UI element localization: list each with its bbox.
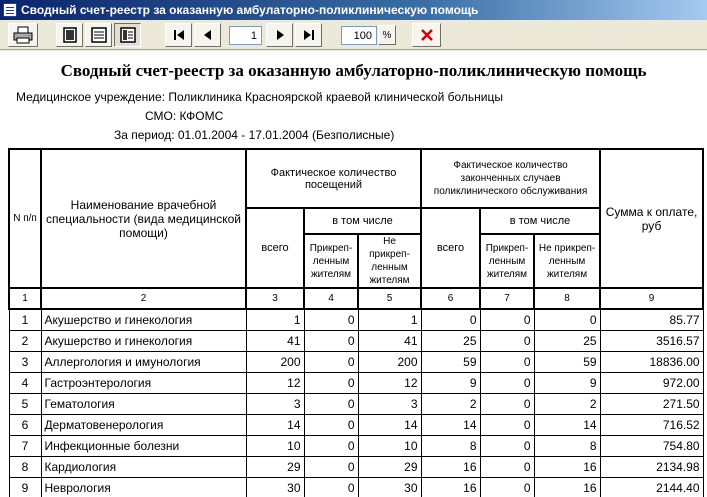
row-sum: 2134.98: [600, 456, 703, 477]
column-number: 1: [9, 288, 41, 309]
prev-page-icon: [202, 29, 214, 41]
row-cases-attached: 0: [480, 414, 534, 435]
row-cases-not-attached: 9: [534, 372, 600, 393]
row-number: 4: [9, 372, 41, 393]
row-cases-attached: 0: [480, 477, 534, 497]
row-number: 1: [9, 309, 41, 330]
table-row: [9, 351, 703, 372]
row-specialty: Дерматовенерология: [41, 414, 246, 435]
row-specialty: Гематология: [41, 393, 246, 414]
row-cases-not-attached: 2: [534, 393, 600, 414]
row-specialty: Инфекционные болезни: [41, 435, 246, 456]
row-cases-not-attached: 16: [534, 477, 600, 497]
header-cases: Фактическое количество законченных случаев поликлинического обслуживания: [421, 149, 600, 208]
header-specialty: Наименование врачебной специальности (вида медицинской помощи): [41, 149, 246, 288]
row-specialty: Акушерство и гинекология: [41, 330, 246, 351]
period-line: За период: 01.01.2004 - 17.01.2004 (Безполисные): [114, 128, 395, 142]
row-cases-total: 0: [421, 309, 480, 330]
row-cases-not-attached: 0: [534, 309, 600, 330]
column-number: 7: [480, 288, 534, 309]
window-title: Сводный счет-реестр за оказанную амбулаторно-поликлиническую помощь: [21, 3, 479, 17]
title-bar[interactable]: [0, 0, 707, 20]
row-visits-attached: 0: [304, 351, 358, 372]
row-sum: 271.50: [600, 393, 703, 414]
row-specialty: Кардиология: [41, 456, 246, 477]
header-visits-attached: Прикреп-ленным жителям: [304, 234, 358, 288]
print-button[interactable]: [8, 23, 38, 47]
window-icon: [3, 3, 17, 17]
row-sum: 18836.00: [600, 351, 703, 372]
header-cases-total: всего: [421, 208, 480, 288]
table-row: [9, 414, 703, 435]
print-icon: [13, 26, 33, 44]
row-visits-not-attached: 41: [358, 330, 421, 351]
next-page-icon: [274, 29, 286, 41]
row-visits-total: 200: [246, 351, 304, 372]
row-visits-attached: 0: [304, 435, 358, 456]
row-cases-attached: 0: [480, 330, 534, 351]
table-row: [9, 372, 703, 393]
row-cases-total: 25: [421, 330, 480, 351]
column-number: 9: [600, 288, 703, 309]
header-num: N п/п: [9, 149, 41, 288]
row-visits-attached: 0: [304, 372, 358, 393]
row-visits-total: 14: [246, 414, 304, 435]
row-cases-total: 2: [421, 393, 480, 414]
table-row: [9, 309, 703, 330]
row-visits-not-attached: 30: [358, 477, 421, 497]
row-visits-attached: 0: [304, 456, 358, 477]
register-table: [8, 148, 704, 497]
whole-page-icon: [91, 27, 107, 43]
row-visits-attached: 0: [304, 477, 358, 497]
row-visits-total: 41: [246, 330, 304, 351]
zoom-input[interactable]: 100: [341, 26, 377, 45]
header-visits-not-attached: Не прикреп-ленным жителям: [358, 234, 421, 288]
first-page-icon: [173, 29, 185, 41]
row-cases-total: 14: [421, 414, 480, 435]
row-cases-not-attached: 59: [534, 351, 600, 372]
row-number: 2: [9, 330, 41, 351]
row-visits-not-attached: 29: [358, 456, 421, 477]
row-cases-attached: 0: [480, 372, 534, 393]
row-sum: 754.80: [600, 435, 703, 456]
row-visits-not-attached: 14: [358, 414, 421, 435]
row-cases-total: 16: [421, 456, 480, 477]
header-cases-not-attached: Не прикреп-ленным жителям: [534, 234, 600, 288]
row-number: 3: [9, 351, 41, 372]
row-specialty: Аллергология и имунология: [41, 351, 246, 372]
prev-page-button[interactable]: [194, 23, 221, 47]
row-cases-attached: 0: [480, 309, 534, 330]
header-cases-attached: Прикреп-ленным жителям: [480, 234, 534, 288]
row-visits-total: 12: [246, 372, 304, 393]
row-number: 5: [9, 393, 41, 414]
single-page-view-button[interactable]: [56, 23, 83, 47]
table-row: [9, 456, 703, 477]
row-visits-total: 10: [246, 435, 304, 456]
header-sum: Сумма к оплате, руб: [600, 149, 703, 288]
row-sum: 2144.40: [600, 477, 703, 497]
row-visits-not-attached: 10: [358, 435, 421, 456]
row-visits-attached: 0: [304, 309, 358, 330]
row-visits-attached: 0: [304, 414, 358, 435]
row-cases-total: 16: [421, 477, 480, 497]
report-page: [0, 51, 707, 497]
row-visits-not-attached: 12: [358, 372, 421, 393]
table-row: [9, 393, 703, 414]
last-page-button[interactable]: [295, 23, 322, 47]
row-sum: 716.52: [600, 414, 703, 435]
row-cases-total: 59: [421, 351, 480, 372]
next-page-button[interactable]: [266, 23, 293, 47]
row-number: 9: [9, 477, 41, 497]
page-width-icon: [120, 27, 136, 43]
row-cases-attached: 0: [480, 351, 534, 372]
row-visits-total: 30: [246, 477, 304, 497]
row-specialty: Акушерство и гинекология: [41, 309, 246, 330]
row-visits-total: 1: [246, 309, 304, 330]
last-page-icon: [303, 29, 315, 41]
row-visits-total: 29: [246, 456, 304, 477]
row-cases-attached: 0: [480, 456, 534, 477]
row-visits-attached: 0: [304, 330, 358, 351]
column-number: 5: [358, 288, 421, 309]
column-number: 6: [421, 288, 480, 309]
table-row: [9, 435, 703, 456]
whole-page-view-button[interactable]: [85, 23, 112, 47]
institution-line: Медицинское учреждение: Поликлиника Красноярской краевой клинической больницы: [16, 90, 503, 104]
column-number: 2: [41, 288, 246, 309]
row-visits-not-attached: 200: [358, 351, 421, 372]
column-number: 4: [304, 288, 358, 309]
close-icon: [420, 28, 434, 42]
row-sum: 3516.57: [600, 330, 703, 351]
row-cases-total: 8: [421, 435, 480, 456]
column-number: 8: [534, 288, 600, 309]
table-row: [9, 330, 703, 351]
row-visits-total: 3: [246, 393, 304, 414]
smo-line: СМО: КФОМС: [145, 109, 224, 123]
row-cases-not-attached: 8: [534, 435, 600, 456]
zoom-percent-button[interactable]: %: [378, 25, 396, 45]
single-page-icon: [63, 27, 77, 43]
page-width-view-button[interactable]: [114, 23, 141, 47]
page-number-input[interactable]: 1: [229, 26, 262, 45]
row-cases-attached: 0: [480, 393, 534, 414]
header-cases-including: в том числе: [480, 208, 600, 234]
column-number: 3: [246, 288, 304, 309]
row-number: 8: [9, 456, 41, 477]
row-sum: 972.00: [600, 372, 703, 393]
toolbar: [0, 20, 707, 50]
row-cases-not-attached: 25: [534, 330, 600, 351]
row-visits-not-attached: 1: [358, 309, 421, 330]
header-visits-total: всего: [246, 208, 304, 288]
header-visits: Фактическое количество посещений: [246, 149, 421, 208]
row-cases-total: 9: [421, 372, 480, 393]
row-specialty: Гастроэнтерология: [41, 372, 246, 393]
column-number-row: [9, 288, 703, 309]
row-cases-not-attached: 16: [534, 456, 600, 477]
row-cases-not-attached: 14: [534, 414, 600, 435]
row-cases-attached: 0: [480, 435, 534, 456]
row-visits-attached: 0: [304, 393, 358, 414]
report-title: Сводный счет-реестр за оказанную амбулаторно-поликлиническую помощь: [60, 61, 647, 80]
row-visits-not-attached: 3: [358, 393, 421, 414]
row-specialty: Неврология: [41, 477, 246, 497]
table-row: [9, 477, 703, 497]
row-number: 7: [9, 435, 41, 456]
header-visits-including: в том числе: [304, 208, 421, 234]
first-page-button[interactable]: [165, 23, 192, 47]
row-number: 6: [9, 414, 41, 435]
row-sum: 85.77: [600, 309, 703, 330]
close-preview-button[interactable]: [412, 23, 441, 47]
